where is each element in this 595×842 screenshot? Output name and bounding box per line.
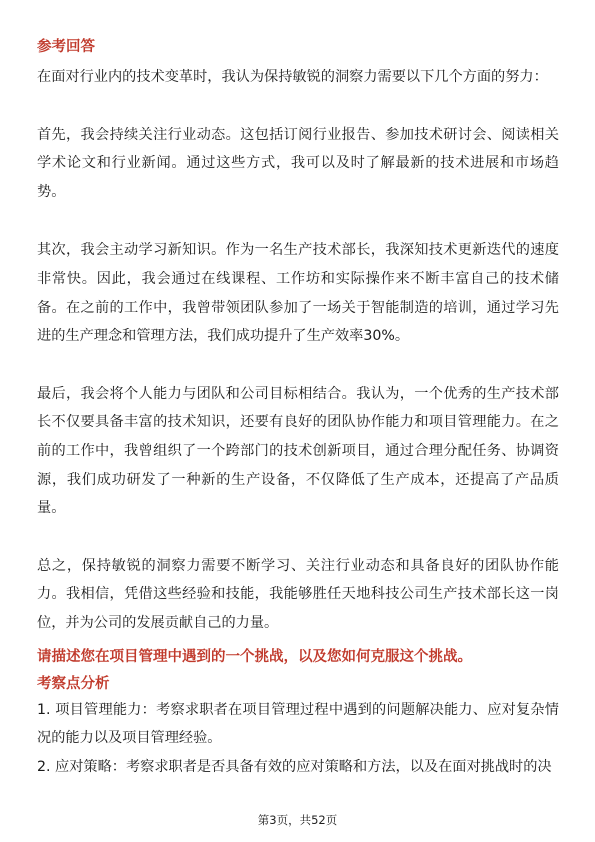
page-footer: 第3页，共52页 (257, 813, 338, 827)
answer-paragraph-first: 首先，我会持续关注行业动态。这包括订阅行业报告、参加技术研讨会、阅读相关学术论文和行业新闻。通过这些方式，我可以及时了解最新的技术进展和市场趋势。 (37, 126, 559, 200)
answer-paragraph-second: 其次，我会主动学习新知识。作为一名生产技术部长，我深知技术更新迭代的速度非常快。因此，我会通过在线课程、工作坊和实际操作来不断丰富自己的技术储备。在之前的工作中，我曾带领团队参加了一场关于智能制造的培训，通过学习先进的生产理念和管理方法，我们成功提升了生产效率30%。 (37, 242, 559, 345)
paragraph-gap (37, 206, 559, 236)
page-content (37, 36, 559, 781)
answer-intro: 在面对行业内的技术变革时，我认为保持敏锐的洞察力需要以下几个方面的努力： (37, 69, 548, 85)
analysis-heading: 考察点分析 (37, 675, 110, 692)
answer-paragraph-third: 最后，我会将个人能力与团队和公司目标相结合。我认为，一个优秀的生产技术部长不仅要具备丰富的技术知识，还要有良好的团队协作能力和项目管理能力。在之前的工作中，我曾组织了一个跨部门的技术创新项目，通过合理分配任务、协调资源，我们成功研发了一种新的生产设备，不仅降低了生产成本，还提高了产品质量。 (37, 385, 559, 517)
analysis-item-second: 2. 应对策略：考察求职者是否具备有效的应对策略和方法，以及在面对挑战时的决 (37, 758, 552, 775)
analysis-item-first: 1. 项目管理能力：考察求职者在项目管理过程中遇到的问题解决能力、应对复杂情况的能力以及项目管理经验。 (37, 701, 559, 747)
answer-heading: 参考回答 (37, 39, 95, 55)
paragraph-gap (37, 351, 559, 380)
paragraph-gap (37, 92, 559, 121)
answer-paragraph-summary: 总之，保持敏锐的洞察力需要不断学习、关注行业动态和具备良好的团队协作能力。我相信，凭借这些经验和技能，我能够胜任天地科技公司生产技术部长这一岗位，并为公司的发展贡献自己的力量。 (37, 557, 559, 631)
next-question: 请描述您在项目管理中遇到的一个挑战，以及您如何克服这个挑战。 (37, 648, 472, 665)
paragraph-gap (37, 523, 559, 552)
